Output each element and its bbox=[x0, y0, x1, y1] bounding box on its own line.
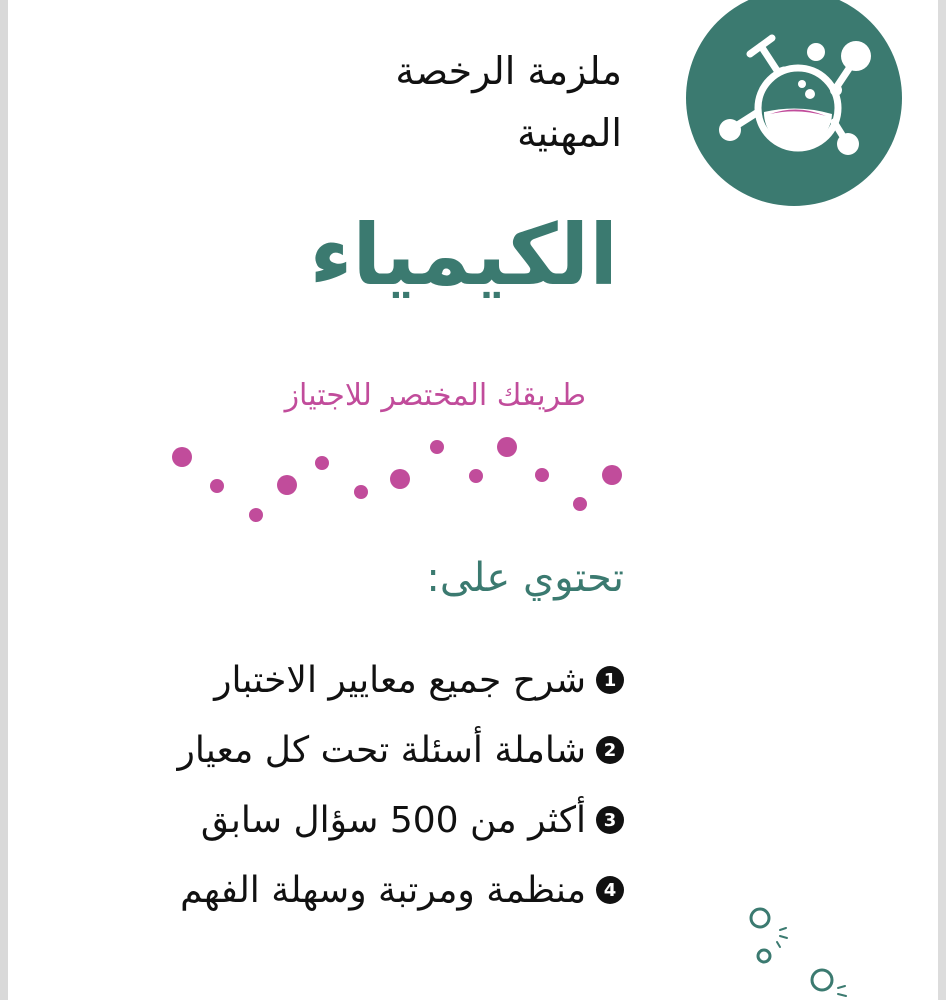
features-list bbox=[177, 645, 624, 925]
list-item bbox=[177, 715, 624, 785]
list-item bbox=[177, 785, 624, 855]
booklet-subtitle: ملزمة الرخصة المهنية bbox=[395, 49, 622, 155]
page-title: الكيمياء bbox=[309, 206, 618, 304]
tagline: طريقك المختصر للاجتياز bbox=[284, 378, 586, 413]
bubbles-decoration bbox=[740, 900, 870, 1000]
feature-text: منظمة ومرتبة وسهلة الفهم bbox=[180, 869, 586, 911]
page-edge-right bbox=[938, 0, 946, 1000]
list-item bbox=[177, 645, 624, 715]
number-badge: 3 bbox=[596, 806, 624, 834]
contents-heading: تحتوي على: bbox=[426, 555, 624, 601]
feature-text: شرح جميع معايير الاختبار bbox=[214, 659, 586, 701]
decorative-dots bbox=[160, 425, 630, 535]
chemistry-flask-icon bbox=[686, 0, 902, 208]
feature-text: أكثر من 500 سؤال سابق bbox=[200, 799, 586, 841]
number-badge: 1 bbox=[596, 666, 624, 694]
feature-text: شاملة أسئلة تحت كل معيار bbox=[177, 729, 586, 771]
number-badge: 4 bbox=[596, 876, 624, 904]
list-item bbox=[177, 855, 624, 925]
number-badge: 2 bbox=[596, 736, 624, 764]
page-edge-left bbox=[0, 0, 8, 1000]
